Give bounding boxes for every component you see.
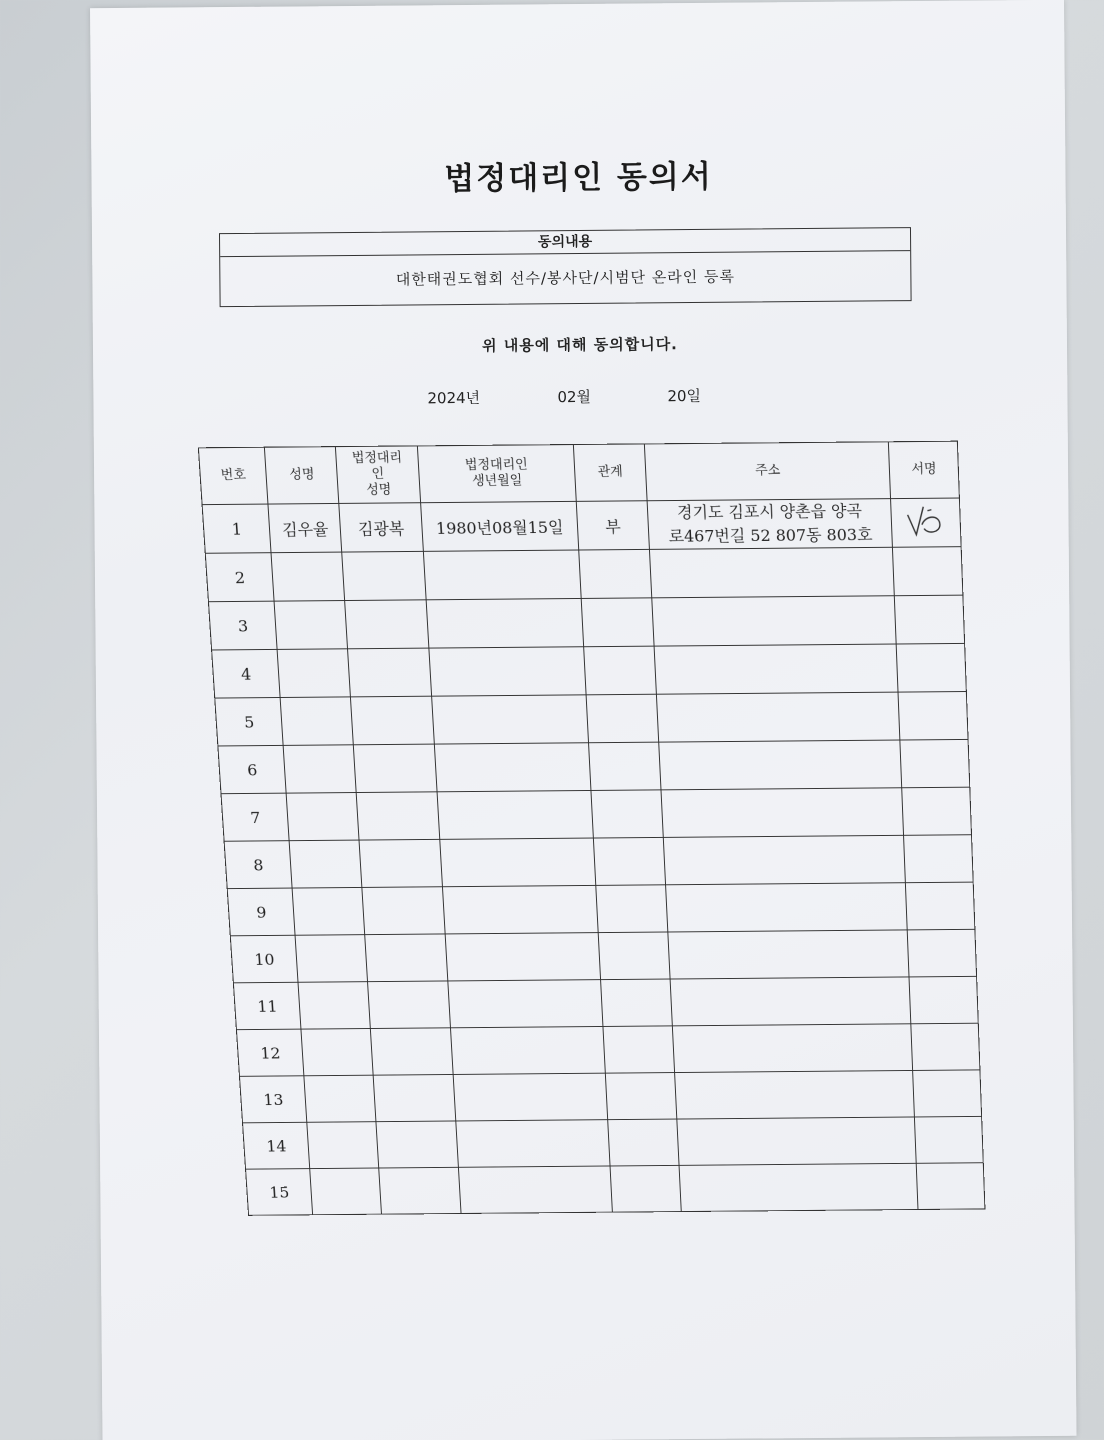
header-no: 번호 xyxy=(198,447,268,504)
cell-no: 3 xyxy=(208,601,277,650)
header-guardian-name: 법정대리 인 성명 xyxy=(336,446,421,504)
header-relation: 관계 xyxy=(574,444,647,501)
consent-body: 대한태권도협회 선수/봉사단/시범단 온라인 등록 xyxy=(395,267,736,289)
table-row xyxy=(243,1116,984,1169)
table-row xyxy=(239,1070,981,1123)
cell-no: 6 xyxy=(218,745,287,793)
cell-guardian-name: 김광복 xyxy=(339,503,423,552)
address-line-2: 로467번길 52 807동 803호 xyxy=(668,525,873,546)
table-row xyxy=(224,835,973,889)
consent-header: 동의내용 xyxy=(220,228,910,257)
cell-no: 4 xyxy=(212,649,281,698)
cell-no: 10 xyxy=(230,935,298,983)
cell-relation: 부 xyxy=(576,501,649,550)
date-year: 2024년 xyxy=(427,388,481,408)
table-row xyxy=(202,498,961,553)
cell-no: 7 xyxy=(221,793,290,841)
cell-no: 9 xyxy=(227,888,295,936)
consent-form-paper xyxy=(90,0,1076,1440)
table-row xyxy=(205,547,963,602)
cell-no: 8 xyxy=(224,841,292,889)
date-day: 20일 xyxy=(667,386,702,406)
cell-no: 13 xyxy=(239,1076,307,1123)
table-row xyxy=(218,739,970,793)
table-row xyxy=(215,692,968,746)
header-name: 성명 xyxy=(265,447,339,504)
guardian-table xyxy=(198,441,986,1216)
table-row xyxy=(246,1163,985,1216)
consent-content-box xyxy=(219,227,912,307)
agree-statement: 위 내용에 대해 동의합니다. xyxy=(482,335,678,355)
cell-address xyxy=(647,499,893,550)
table-row xyxy=(227,882,975,936)
handwritten-signature-icon xyxy=(901,501,950,541)
page-title: 법정대리인 동의서 xyxy=(444,158,713,198)
cell-no: 5 xyxy=(215,697,284,745)
cell-no: 14 xyxy=(243,1122,311,1169)
cell-no: 12 xyxy=(236,1029,304,1076)
table-row xyxy=(221,787,971,841)
date-month: 02월 xyxy=(557,387,592,407)
header-address: 주소 xyxy=(644,442,891,501)
cell-no: 15 xyxy=(246,1169,313,1216)
table-row xyxy=(208,595,964,650)
address-line-1: 경기도 김포시 양촌읍 양곡 xyxy=(676,501,863,522)
table-header-row xyxy=(198,441,959,504)
cell-no: 2 xyxy=(205,553,274,602)
header-signature: 서명 xyxy=(889,441,960,498)
table-row xyxy=(230,929,976,983)
table-row xyxy=(236,1023,979,1076)
cell-name: 김우율 xyxy=(268,503,342,552)
table-row xyxy=(212,643,967,698)
cell-no: 1 xyxy=(202,504,271,553)
header-guardian-birth: 법정대리인 생년월일 xyxy=(417,445,576,503)
table-row xyxy=(233,976,978,1029)
cell-guardian-birth: 1980년08월15일 xyxy=(420,501,579,551)
cell-signature xyxy=(891,498,961,547)
cell-no: 11 xyxy=(233,982,301,1029)
